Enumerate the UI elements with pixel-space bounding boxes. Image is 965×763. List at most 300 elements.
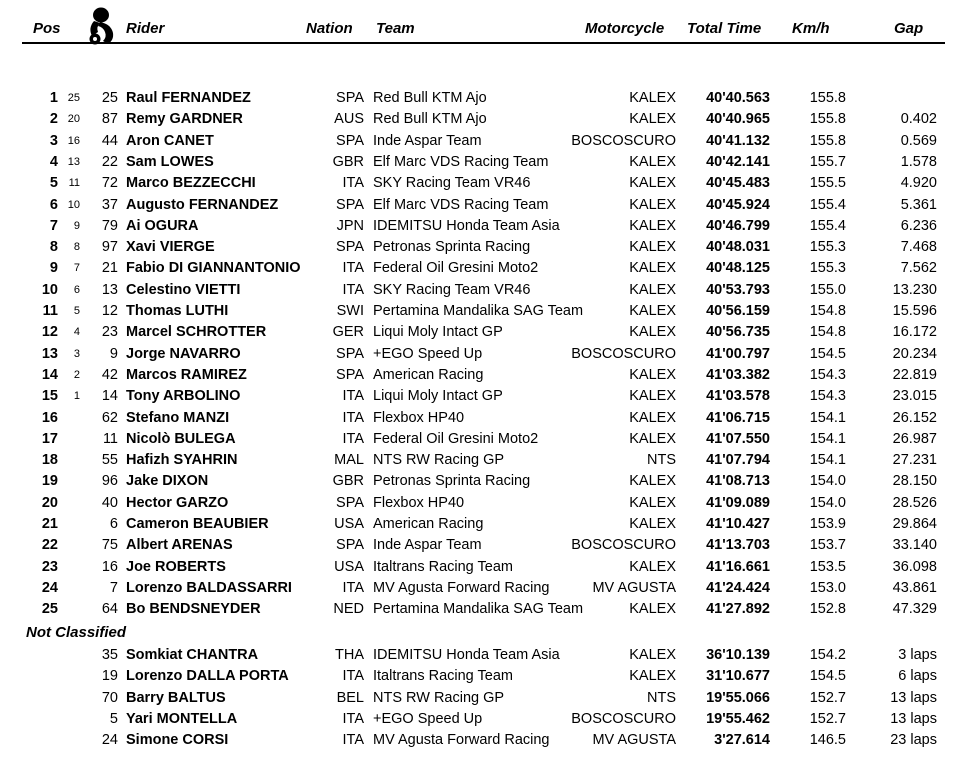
cell-team: Inde Aspar Team — [373, 537, 482, 554]
result-row — [0, 258, 965, 279]
not-classified-label: Not Classified — [26, 624, 127, 641]
result-row — [0, 599, 965, 620]
cell-rider: Stefano MANZI — [126, 409, 230, 426]
cell-team: Inde Aspar Team — [373, 132, 482, 149]
cell-gap: 13.230 — [892, 281, 937, 298]
cell-num: 40 — [101, 494, 118, 511]
result-row — [0, 386, 965, 407]
cell-rider: Nicolò BULEGA — [126, 430, 236, 447]
cell-team: Elf Marc VDS Racing Team — [373, 153, 549, 170]
cell-moto: MV AGUSTA — [592, 579, 676, 596]
cell-moto: KALEX — [629, 516, 676, 532]
cell-rider: Fabio DI GIANNANTONIO — [126, 260, 301, 277]
cell-time: 36'10.139 — [706, 647, 770, 663]
cell-num: 14 — [101, 388, 118, 405]
cell-nation: SPA — [336, 537, 364, 554]
cell-moto: BOSCOSCURO — [571, 537, 676, 554]
cell-team: MV Agusta Forward Racing — [373, 732, 550, 749]
cell-num: 22 — [101, 153, 118, 170]
cell-time: 41'00.797 — [706, 345, 770, 362]
cell-rider: Xavi VIERGE — [126, 239, 215, 256]
cell-kmh: 155.5 — [809, 175, 846, 192]
cell-nation: ITA — [342, 260, 364, 277]
cell-team: MV Agusta Forward Racing — [373, 579, 550, 596]
cell-rider: Simone CORSI — [126, 732, 229, 749]
cell-moto: KALEX — [629, 601, 676, 618]
cell-num: 23 — [101, 324, 118, 341]
cell-num: 13 — [101, 281, 118, 298]
cell-pos: 25 — [41, 601, 58, 618]
cell-kmh: 153.7 — [809, 537, 846, 554]
cell-num: 75 — [101, 537, 118, 554]
cell-gap: 5.361 — [900, 196, 937, 213]
cell-time: 41'16.661 — [706, 558, 770, 575]
cell-rider: Tony ARBOLINO — [126, 388, 241, 405]
cell-nation: ITA — [342, 281, 364, 298]
cell-pts: 20 — [67, 113, 80, 126]
cell-num: 21 — [101, 260, 118, 277]
cell-time: 40'48.031 — [706, 239, 770, 256]
cell-team: Federal Oil Gresini Moto2 — [373, 430, 539, 447]
cell-time: 41'10.427 — [706, 516, 770, 532]
cell-moto: KALEX — [629, 239, 676, 256]
cell-pts: 9 — [73, 219, 80, 232]
motorcycle-rider-icon — [84, 6, 120, 46]
header-rider: Rider — [126, 20, 165, 37]
result-row — [0, 237, 965, 258]
cell-team: Federal Oil Gresini Moto2 — [373, 260, 539, 277]
cell-time: 41'07.550 — [706, 430, 770, 447]
result-row — [0, 322, 965, 343]
cell-nation: GBR — [332, 473, 364, 490]
cell-team: Italtrans Racing Team — [373, 558, 513, 575]
cell-kmh: 154.1 — [809, 452, 846, 469]
cell-pos: 12 — [41, 324, 58, 341]
cell-gap: 27.231 — [892, 452, 937, 469]
cell-rider: Aron CANET — [126, 132, 214, 149]
cell-kmh: 153.0 — [809, 579, 846, 596]
result-row — [0, 429, 965, 450]
cell-pts: 10 — [67, 198, 80, 211]
cell-nation: ITA — [342, 409, 364, 426]
cell-rider: Albert ARENAS — [126, 537, 233, 554]
cell-rider: Lorenzo BALDASSARRI — [126, 579, 292, 596]
cell-time: 40'53.793 — [706, 281, 770, 298]
result-row — [0, 450, 965, 471]
cell-moto: BOSCOSCURO — [571, 345, 676, 362]
cell-kmh: 154.3 — [809, 388, 846, 405]
result-row — [0, 216, 965, 237]
cell-moto: KALEX — [629, 494, 676, 511]
cell-nation: GER — [332, 324, 364, 341]
cell-kmh: 154.1 — [809, 430, 846, 447]
cell-nation: AUS — [334, 111, 364, 128]
cell-team: Petronas Sprinta Racing — [373, 473, 531, 490]
header-nation: Nation — [306, 20, 353, 37]
cell-moto: KALEX — [629, 90, 676, 106]
cell-time: 40'40.965 — [706, 111, 770, 128]
cell-rider: Sam LOWES — [126, 153, 214, 170]
cell-gap: 23.015 — [892, 388, 937, 405]
cell-num: 79 — [101, 217, 118, 234]
cell-num: 35 — [101, 647, 118, 663]
cell-team: +EGO Speed Up — [373, 710, 483, 727]
cell-time: 19'55.066 — [706, 689, 770, 706]
header-total-time: Total Time — [687, 20, 762, 37]
cell-num: 6 — [109, 516, 118, 532]
cell-time: 41'03.578 — [706, 388, 770, 405]
cell-num: 55 — [101, 452, 118, 469]
cell-kmh: 154.2 — [809, 647, 846, 663]
cell-time: 41'07.794 — [706, 452, 770, 469]
cell-kmh: 154.0 — [809, 473, 846, 490]
cell-pos: 14 — [41, 366, 58, 383]
result-row — [0, 688, 965, 709]
cell-nation: JPN — [336, 217, 364, 234]
result-row — [0, 493, 965, 514]
header-team: Team — [376, 20, 415, 37]
cell-gap: 0.569 — [900, 132, 937, 149]
header-pos: Pos — [33, 20, 61, 37]
cell-pos: 11 — [42, 303, 58, 319]
cell-nation: ITA — [342, 732, 364, 749]
cell-pos: 13 — [41, 345, 58, 362]
cell-pos: 20 — [41, 494, 58, 511]
cell-nation: BEL — [336, 689, 364, 706]
result-row — [0, 109, 965, 130]
cell-gap: 4.920 — [900, 175, 937, 192]
cell-pos: 5 — [49, 175, 58, 192]
cell-moto: KALEX — [629, 388, 676, 405]
cell-nation: SWI — [336, 303, 364, 319]
cell-gap: 29.864 — [892, 516, 937, 532]
cell-nation: SPA — [336, 494, 364, 511]
cell-pts: 25 — [67, 92, 80, 104]
cell-pts: 1 — [73, 390, 80, 403]
header-kmh: Km/h — [792, 20, 830, 37]
cell-time: 41'06.715 — [706, 409, 770, 426]
cell-kmh: 152.7 — [809, 710, 846, 727]
cell-gap: 3 laps — [898, 647, 937, 663]
cell-team: Italtrans Racing Team — [373, 668, 513, 685]
cell-gap: 23 laps — [890, 732, 937, 749]
cell-time: 41'24.424 — [706, 579, 770, 596]
cell-pts: 4 — [73, 326, 80, 339]
cell-pos: 18 — [41, 452, 58, 469]
cell-pos: 19 — [41, 473, 58, 490]
cell-kmh: 155.4 — [809, 196, 846, 213]
result-row — [0, 709, 965, 730]
cell-num: 7 — [109, 579, 118, 596]
cell-num: 12 — [101, 303, 118, 319]
cell-kmh: 153.9 — [809, 516, 846, 532]
cell-nation: SPA — [336, 196, 364, 213]
cell-num: 11 — [102, 430, 118, 447]
cell-moto: KALEX — [629, 409, 676, 426]
cell-time: 41'03.382 — [706, 366, 770, 383]
cell-gap: 36.098 — [892, 558, 937, 575]
cell-team: Pertamina Mandalika SAG Team — [373, 303, 584, 319]
header-motorcycle: Motorcycle — [585, 20, 665, 37]
cell-rider: Celestino VIETTI — [126, 281, 241, 298]
cell-gap: 13 laps — [890, 710, 937, 727]
cell-pos: 24 — [41, 579, 58, 596]
cell-kmh: 152.7 — [809, 689, 846, 706]
cell-team: NTS RW Racing GP — [373, 452, 505, 469]
cell-kmh: 153.5 — [809, 558, 846, 575]
cell-moto: KALEX — [629, 668, 676, 685]
result-row — [0, 535, 965, 556]
cell-rider: Hector GARZO — [126, 494, 229, 511]
cell-time: 40'41.132 — [706, 132, 770, 149]
cell-nation: SPA — [336, 132, 364, 149]
cell-nation: USA — [334, 516, 364, 532]
cell-moto: KALEX — [629, 430, 676, 447]
cell-time: 3'27.614 — [714, 732, 770, 749]
cell-rider: Marco BEZZECCHI — [126, 175, 256, 192]
cell-time: 41'09.089 — [706, 494, 770, 511]
cell-kmh: 155.8 — [809, 90, 846, 106]
cell-kmh: 154.1 — [809, 409, 846, 426]
result-row — [0, 557, 965, 578]
cell-rider: Bo BENDSNEYDER — [126, 601, 261, 618]
header-gap: Gap — [894, 20, 924, 37]
cell-kmh: 154.5 — [809, 345, 846, 362]
cell-gap: 26.987 — [892, 430, 937, 447]
result-row — [0, 195, 965, 216]
cell-gap: 26.152 — [892, 409, 937, 426]
cell-nation: SPA — [336, 345, 364, 362]
cell-kmh: 154.5 — [809, 668, 846, 685]
cell-moto: BOSCOSCURO — [571, 132, 676, 149]
cell-pts: 5 — [73, 305, 80, 317]
cell-pts: 16 — [67, 134, 80, 147]
cell-team: Red Bull KTM Ajo — [373, 111, 487, 128]
cell-pos: 8 — [49, 239, 58, 256]
cell-gap: 6 laps — [898, 668, 937, 685]
cell-num: 37 — [101, 196, 118, 213]
cell-team: +EGO Speed Up — [373, 345, 483, 362]
cell-moto: KALEX — [629, 260, 676, 277]
cell-gap: 47.329 — [892, 601, 937, 618]
cell-time: 40'40.563 — [706, 90, 770, 106]
cell-nation: SPA — [336, 90, 364, 106]
cell-gap: 7.468 — [900, 239, 937, 256]
cell-time: 41'08.713 — [706, 473, 770, 490]
cell-pos: 4 — [49, 153, 58, 170]
cell-num: 19 — [101, 668, 118, 685]
cell-team: Elf Marc VDS Racing Team — [373, 196, 549, 213]
cell-team: Red Bull KTM Ajo — [373, 90, 487, 106]
cell-gap: 1.578 — [900, 153, 937, 170]
cell-kmh: 155.8 — [809, 132, 846, 149]
cell-team: SKY Racing Team VR46 — [373, 281, 531, 298]
cell-nation: THA — [335, 647, 364, 663]
cell-moto: NTS — [647, 452, 676, 469]
cell-team: Petronas Sprinta Racing — [373, 239, 531, 256]
cell-team: Flexbox HP40 — [373, 494, 465, 511]
cell-kmh: 146.5 — [809, 732, 846, 749]
cell-kmh: 154.8 — [809, 303, 846, 319]
cell-nation: ITA — [342, 175, 364, 192]
cell-moto: KALEX — [629, 196, 676, 213]
result-row — [0, 471, 965, 492]
cell-rider: Jorge NAVARRO — [126, 345, 241, 362]
cell-nation: ITA — [342, 430, 364, 447]
cell-gap: 0.402 — [900, 111, 937, 128]
cell-moto: KALEX — [629, 647, 676, 663]
header-divider — [22, 42, 945, 44]
cell-nation: ITA — [342, 668, 364, 685]
cell-pos: 3 — [49, 132, 58, 149]
cell-num: 44 — [101, 132, 118, 149]
cell-rider: Barry BALTUS — [126, 689, 226, 706]
cell-nation: ITA — [342, 388, 364, 405]
cell-team: Liqui Moly Intact GP — [373, 324, 503, 341]
cell-moto: KALEX — [629, 153, 676, 170]
cell-pts: 11 — [68, 177, 80, 190]
cell-moto: KALEX — [629, 558, 676, 575]
cell-gap: 33.140 — [892, 537, 937, 554]
cell-time: 40'56.735 — [706, 324, 770, 341]
cell-num: 97 — [101, 239, 118, 256]
cell-time: 40'42.141 — [706, 153, 770, 170]
cell-rider: Joe ROBERTS — [126, 558, 226, 575]
cell-kmh: 155.0 — [809, 281, 846, 298]
cell-gap: 7.562 — [900, 260, 937, 277]
cell-nation: SPA — [336, 366, 364, 383]
cell-num: 9 — [109, 345, 118, 362]
cell-rider: Lorenzo DALLA PORTA — [126, 668, 289, 685]
cell-nation: ITA — [342, 579, 364, 596]
cell-time: 31'10.677 — [706, 668, 770, 685]
cell-time: 40'45.924 — [706, 196, 770, 213]
cell-nation: GBR — [332, 153, 364, 170]
cell-num: 64 — [101, 601, 118, 618]
cell-time: 19'55.462 — [706, 710, 770, 727]
cell-rider: Hafizh SYAHRIN — [126, 452, 238, 469]
cell-pts: 8 — [73, 241, 80, 254]
cell-nation: ITA — [342, 710, 364, 727]
result-row — [0, 152, 965, 173]
cell-kmh: 154.0 — [809, 494, 846, 511]
cell-gap: 20.234 — [892, 345, 937, 362]
cell-num: 87 — [101, 111, 118, 128]
cell-pos: 10 — [41, 281, 58, 298]
cell-pos: 2 — [49, 111, 58, 128]
cell-gap: 28.526 — [892, 494, 937, 511]
cell-rider: Augusto FERNANDEZ — [126, 196, 279, 213]
cell-nation: NED — [333, 601, 364, 618]
cell-gap: 6.236 — [900, 217, 937, 234]
cell-pos: 17 — [41, 430, 58, 447]
cell-num: 42 — [101, 366, 118, 383]
cell-time: 40'48.125 — [706, 260, 770, 277]
cell-pts: 2 — [73, 368, 80, 381]
cell-rider: Somkiat CHANTRA — [126, 647, 259, 663]
cell-team: American Racing — [373, 366, 484, 383]
cell-kmh: 155.7 — [809, 153, 846, 170]
cell-gap: 13 laps — [890, 689, 937, 706]
cell-time: 40'56.159 — [706, 303, 770, 319]
cell-moto: MV AGUSTA — [592, 732, 676, 749]
cell-num: 62 — [101, 409, 118, 426]
cell-moto: KALEX — [629, 366, 676, 383]
cell-pts: 3 — [73, 347, 80, 360]
cell-num: 70 — [101, 689, 118, 706]
cell-nation: USA — [334, 558, 364, 575]
cell-num: 5 — [109, 710, 118, 727]
cell-time: 40'45.483 — [706, 175, 770, 192]
cell-moto: KALEX — [629, 324, 676, 341]
cell-num: 16 — [101, 558, 118, 575]
cell-time: 41'27.892 — [706, 601, 770, 618]
cell-pos: 22 — [41, 537, 58, 554]
cell-time: 40'46.799 — [706, 217, 770, 234]
cell-pts: 13 — [67, 155, 80, 168]
result-row — [0, 645, 965, 666]
cell-gap: 16.172 — [892, 324, 937, 341]
cell-moto: BOSCOSCURO — [571, 710, 676, 727]
result-row — [0, 88, 965, 109]
cell-kmh: 155.3 — [809, 260, 846, 277]
cell-pos: 1 — [49, 90, 58, 106]
cell-rider: Yari MONTELLA — [126, 710, 238, 727]
cell-team: IDEMITSU Honda Team Asia — [373, 647, 560, 663]
cell-team: IDEMITSU Honda Team Asia — [373, 217, 560, 234]
cell-team: Pertamina Mandalika SAG Team — [373, 601, 584, 618]
cell-pos: 9 — [49, 260, 58, 277]
cell-num: 72 — [101, 175, 118, 192]
cell-pts: 7 — [73, 262, 80, 275]
cell-pos: 21 — [41, 516, 58, 532]
cell-moto: KALEX — [629, 473, 676, 490]
result-row — [0, 344, 965, 365]
cell-moto: KALEX — [629, 175, 676, 192]
result-row — [0, 408, 965, 429]
result-row — [0, 730, 965, 751]
cell-kmh: 152.8 — [809, 601, 846, 618]
cell-pts: 6 — [73, 283, 80, 296]
cell-gap: 43.861 — [892, 579, 937, 596]
cell-team: SKY Racing Team VR46 — [373, 175, 531, 192]
cell-kmh: 154.8 — [809, 324, 846, 341]
cell-team: Flexbox HP40 — [373, 409, 465, 426]
cell-rider: Raul FERNANDEZ — [126, 90, 251, 106]
cell-rider: Marcel SCHROTTER — [126, 324, 267, 341]
cell-moto: KALEX — [629, 217, 676, 234]
cell-kmh: 155.4 — [809, 217, 846, 234]
cell-pos: 23 — [41, 558, 58, 575]
cell-pos: 6 — [49, 196, 58, 213]
cell-pos: 16 — [41, 409, 58, 426]
cell-pos: 7 — [49, 217, 58, 234]
cell-num: 25 — [101, 90, 118, 106]
cell-moto: KALEX — [629, 111, 676, 128]
result-row — [0, 666, 965, 687]
result-row — [0, 365, 965, 386]
result-row — [0, 280, 965, 301]
cell-moto: KALEX — [629, 303, 676, 319]
cell-rider: Cameron BEAUBIER — [126, 516, 269, 532]
result-row — [0, 578, 965, 599]
result-row — [0, 173, 965, 194]
cell-gap: 22.819 — [892, 366, 937, 383]
cell-nation: SPA — [336, 239, 364, 256]
result-row — [0, 301, 965, 322]
cell-rider: Remy GARDNER — [126, 111, 243, 128]
cell-gap: 15.596 — [892, 303, 937, 319]
